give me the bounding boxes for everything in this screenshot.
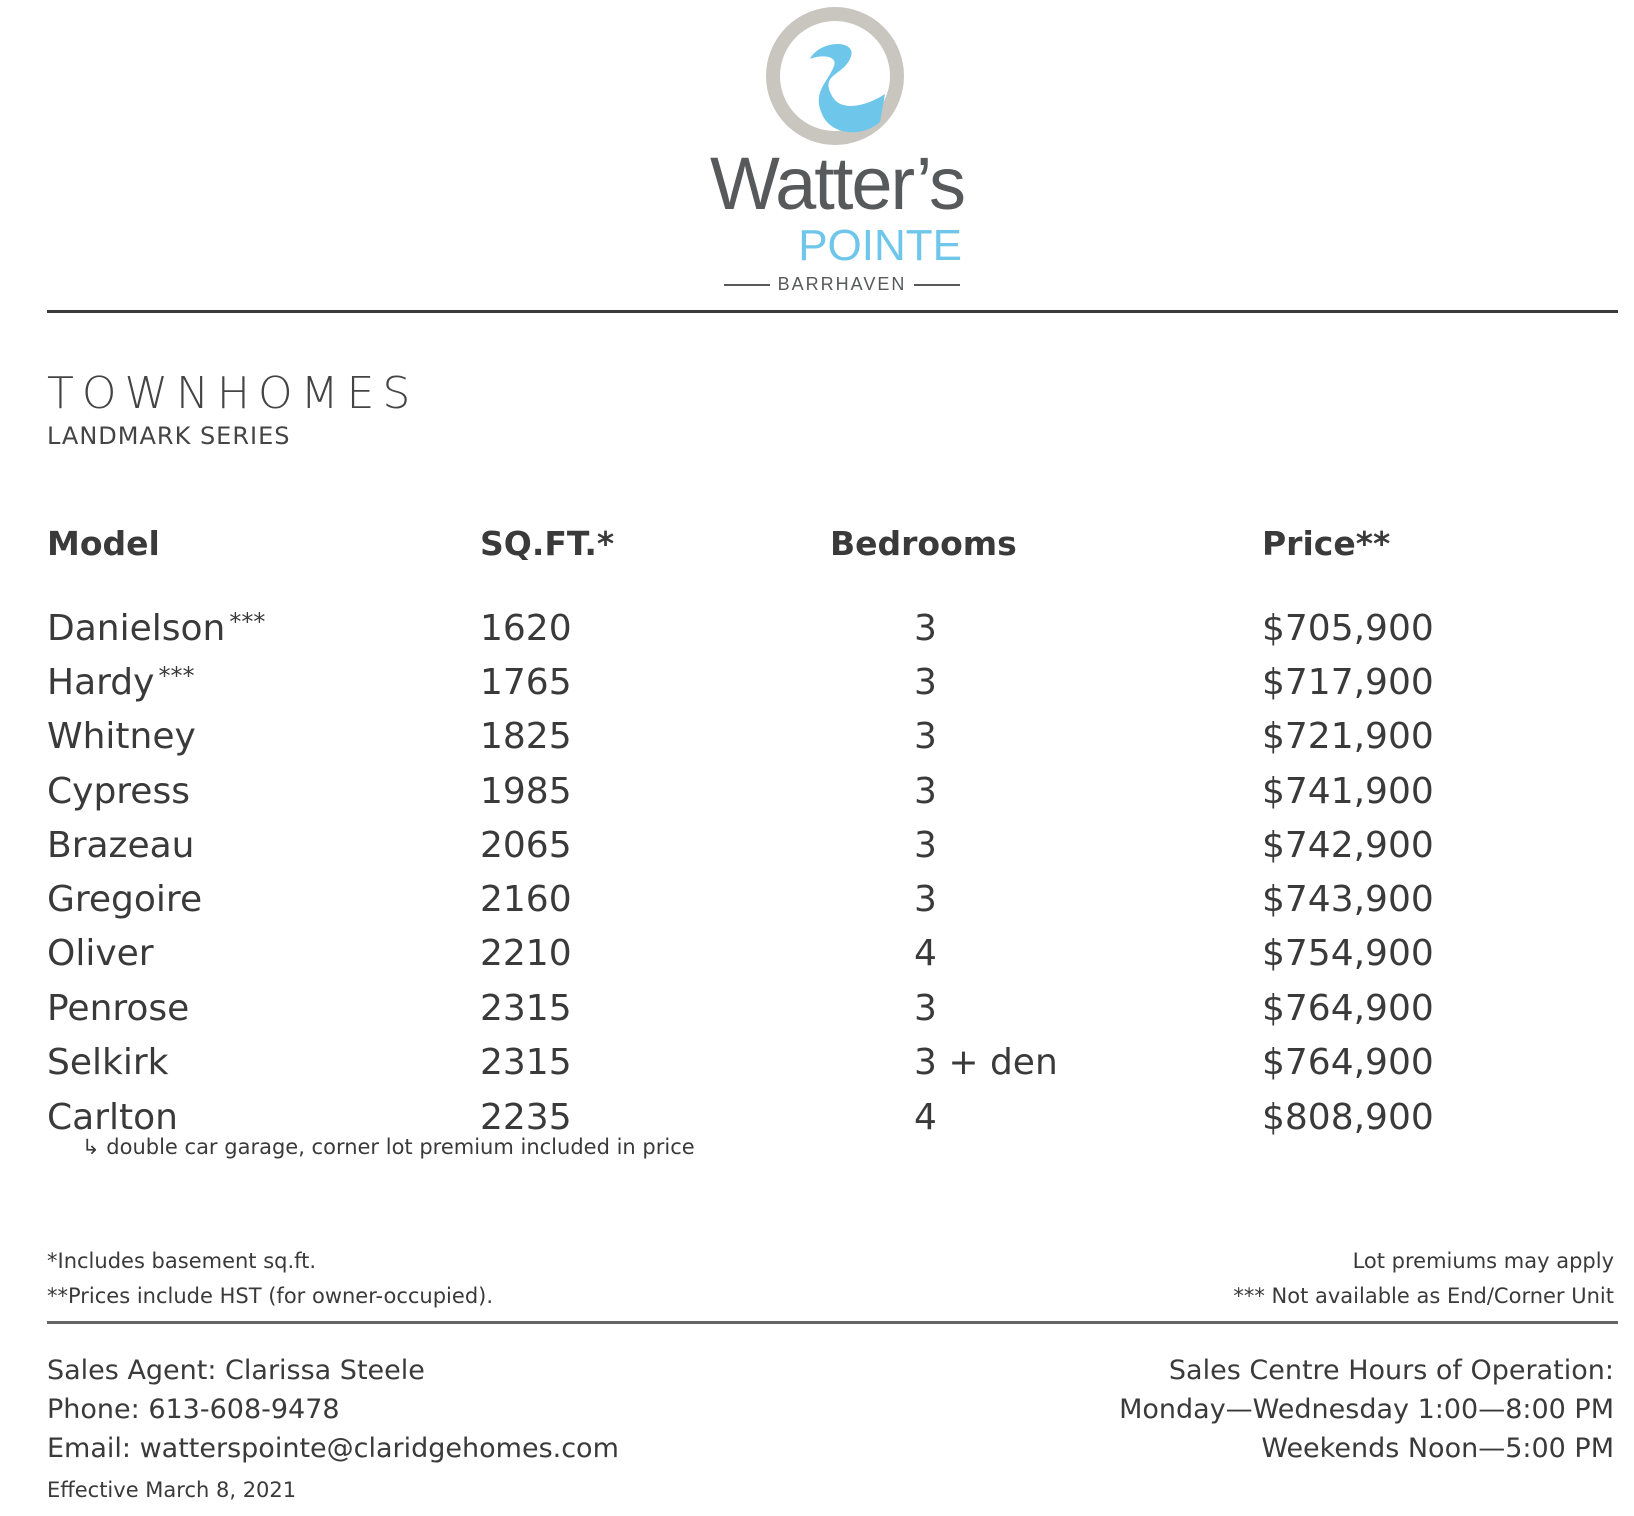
footnote-lot-premium: Lot premiums may apply [1352,1249,1614,1273]
col-header-bedrooms: Bedrooms [830,524,1017,563]
phone: Phone: 613-608-9478 [47,1394,340,1425]
sqft-value: 1985 [480,771,572,812]
table-row [0,933,1634,988]
table-row [0,988,1634,1043]
model-name: Selkirk [47,1042,169,1083]
brand-logo [700,4,970,304]
sqft-value: 2065 [480,825,572,866]
model-name: Brazeau [47,825,195,866]
logo-location: BARRHAVEN [714,274,970,295]
model-name: Danielson *** [47,608,266,649]
price-value: $741,900 [1262,771,1434,812]
bedrooms-value: 3 + den [914,1042,1058,1083]
sqft-value: 1825 [480,716,572,757]
col-header-price: Price** [1262,524,1391,563]
sqft-value: 1765 [480,662,572,703]
bedrooms-value: 3 [914,988,937,1029]
contact-block [47,1351,619,1468]
sqft-value: 2210 [480,933,572,974]
price-value: $754,900 [1262,933,1434,974]
bedrooms-value: 3 [914,879,937,920]
sqft-value: 2315 [480,1042,572,1083]
bedrooms-value: 4 [914,933,937,974]
table-row [0,825,1634,880]
page-subtitle: LANDMARK SERIES [47,422,291,450]
model-name: Cypress [47,771,190,812]
footnote-end-unit: *** Not available as End/Corner Unit [1233,1284,1614,1308]
hours-weekends: Weekends Noon—5:00 PM [1261,1433,1614,1464]
table-row [0,716,1634,771]
logo-pointe: POINTE [798,221,962,270]
sales-agent: Sales Agent: Clarissa Steele [47,1355,425,1386]
table-row [0,662,1634,717]
sqft-value: 2315 [480,988,572,1029]
footnote-hst: **Prices include HST (for owner-occupied). [47,1284,494,1308]
bedrooms-value: 4 [914,1097,937,1138]
sqft-value: 2160 [480,879,572,920]
model-name: Hardy *** [47,662,195,703]
logo-name: Watter’s [710,142,965,225]
hours-weekdays: Monday—Wednesday 1:00—8:00 PM [1119,1394,1614,1425]
price-value: $764,900 [1262,1042,1434,1083]
table-row [0,1042,1634,1097]
price-value: $764,900 [1262,988,1434,1029]
footer-divider [47,1321,1618,1324]
page-title: TOWNHOMES [47,368,419,419]
sqft-value: 1620 [480,608,572,649]
price-value: $717,900 [1262,662,1434,703]
col-header-model: Model [47,524,160,563]
model-name: Whitney [47,716,196,757]
price-value: $705,900 [1262,608,1434,649]
price-value: $721,900 [1262,716,1434,757]
price-value: $743,900 [1262,879,1434,920]
col-header-sqft: SQ.FT.* [480,524,615,563]
hours-block [1119,1351,1614,1468]
sqft-value: 2235 [480,1097,572,1138]
table-row [0,771,1634,826]
top-divider [47,310,1618,313]
price-value: $742,900 [1262,825,1434,866]
model-name: Penrose [47,988,190,1029]
bedrooms-value: 3 [914,771,937,812]
effective-date: Effective March 8, 2021 [47,1478,297,1502]
carlton-note: ↳ double car garage, corner lot premium included in price [82,1135,695,1159]
table-row [0,608,1634,663]
logo-emblem [750,4,920,154]
footnote-sqft: *Includes basement sq.ft. [47,1249,317,1273]
table-row [0,879,1634,934]
model-name: Carlton [47,1097,178,1138]
bedrooms-value: 3 [914,608,937,649]
price-value: $808,900 [1262,1097,1434,1138]
bedrooms-value: 3 [914,716,937,757]
hours-title: Sales Centre Hours of Operation: [1168,1355,1614,1386]
model-name: Gregoire [47,879,203,920]
bedrooms-value: 3 [914,825,937,866]
email: Email: watterspointe@claridgehomes.com [47,1433,619,1464]
bedrooms-value: 3 [914,662,937,703]
model-name: Oliver [47,933,154,974]
